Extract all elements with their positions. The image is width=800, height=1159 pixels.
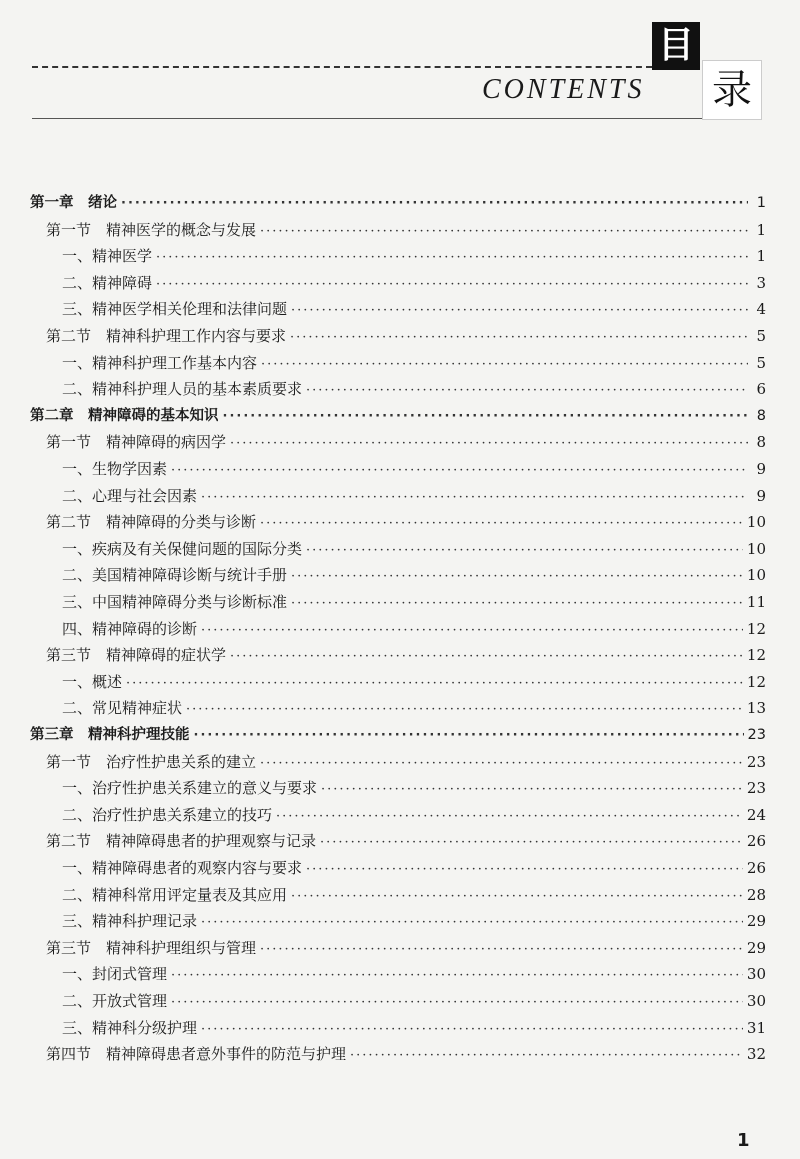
toc-entry-label: 三、精神医学相关伦理和法律问题: [62, 300, 288, 319]
dot-leader: [223, 404, 749, 430]
toc-entry-page: 26: [746, 832, 766, 851]
toc-entry-label: 一、治疗性护患关系建立的意义与要求: [62, 779, 318, 798]
toc-entry-page: 28: [746, 885, 766, 904]
toc-entry-label: 一、概述: [62, 672, 123, 691]
toc-entry-page: 12: [746, 646, 766, 665]
toc-entry[interactable]: [46, 323, 766, 349]
toc-entry-page: 30: [746, 965, 766, 984]
toc-entry-page: 10: [746, 566, 766, 585]
dot-leader: [290, 325, 748, 351]
toc-entry-label: 二、美国精神障碍诊断与统计手册: [62, 566, 288, 585]
toc-entry-page: 9: [756, 460, 766, 478]
toc-entry[interactable]: [62, 296, 766, 322]
dot-leader: [260, 751, 743, 777]
toc-entry-label: 第一节 治疗性护患关系的建立: [46, 752, 257, 771]
toc-entry[interactable]: [30, 722, 766, 748]
toc-entry-label: 二、精神障碍: [62, 273, 153, 292]
toc-entry-label: 第三节 精神障碍的症状学: [46, 646, 227, 665]
toc-entry-label: 一、生物学因素: [62, 460, 168, 478]
toc-entry-page: 1: [756, 195, 766, 211]
toc-entry[interactable]: [62, 536, 766, 562]
dot-leader: [321, 777, 743, 803]
toc-entry-page: 31: [746, 1018, 766, 1037]
toc-entry-page: 30: [746, 992, 766, 1010]
toc-entry[interactable]: [46, 749, 766, 775]
toc-entry[interactable]: [46, 509, 766, 535]
title-char-mu: 目: [652, 22, 700, 70]
toc-entry[interactable]: [62, 775, 766, 801]
dot-leader: [121, 191, 748, 217]
toc-entry[interactable]: [62, 562, 766, 588]
toc-entry[interactable]: [46, 217, 766, 243]
toc-entry-page: 3: [756, 273, 766, 292]
dot-leader: [201, 910, 743, 936]
toc-entry-page: 23: [747, 727, 766, 743]
toc-entry-page: 1: [756, 247, 766, 266]
toc-entry-page: 10: [746, 539, 766, 558]
toc-entry-page: 26: [746, 859, 766, 877]
dot-leader: [156, 272, 748, 298]
dot-leader: [291, 298, 748, 324]
toc-entry-label: 一、封闭式管理: [62, 965, 168, 984]
toc-entry[interactable]: [62, 669, 766, 695]
dot-leader: [276, 804, 743, 830]
toc-entry[interactable]: [62, 988, 766, 1014]
toc-entry[interactable]: [62, 589, 766, 615]
toc-entry[interactable]: [46, 642, 766, 668]
toc-entry[interactable]: [62, 695, 766, 721]
toc-entry[interactable]: [62, 616, 766, 642]
toc-entry[interactable]: [62, 882, 766, 908]
toc-entry-page: 8: [756, 433, 766, 452]
toc-entry[interactable]: [46, 1041, 766, 1067]
toc-entry-label: 二、精神科护理人员的基本素质要求: [62, 380, 303, 399]
toc-entry-label: 二、心理与社会因素: [62, 486, 198, 505]
toc-entry-label: 第三章 精神科护理技能: [30, 727, 190, 743]
dot-leader: [291, 564, 743, 590]
dot-leader: [126, 671, 743, 697]
dot-leader: [230, 644, 743, 670]
toc-entry[interactable]: [62, 802, 766, 828]
dot-leader: [201, 618, 743, 644]
header-dashed-rule: [32, 66, 652, 68]
dot-leader: [201, 1017, 743, 1043]
toc-entry-label: 三、精神科分级护理: [62, 1018, 198, 1037]
dot-leader: [194, 723, 744, 749]
toc-entry-page: 23: [746, 779, 766, 798]
toc-entry-page: 11: [746, 593, 766, 611]
toc-entry-label: 二、常见精神症状: [62, 699, 183, 718]
toc-entry-label: 一、疾病及有关保健问题的国际分类: [62, 539, 303, 558]
toc-entry[interactable]: [62, 483, 766, 509]
toc-entry-page: 13: [746, 699, 766, 718]
toc-entry-page: 10: [746, 513, 766, 532]
toc-entry[interactable]: [46, 935, 766, 961]
toc-entry-label: 第二节 精神科护理工作内容与要求: [46, 327, 287, 345]
dot-leader: [350, 1043, 743, 1069]
dot-leader: [291, 884, 743, 910]
dot-leader: [201, 485, 748, 511]
toc-entry-page: 32: [746, 1045, 766, 1064]
toc-entry[interactable]: [62, 456, 766, 482]
dot-leader: [306, 378, 748, 404]
toc-entry-label: 第一节 精神医学的概念与发展: [46, 220, 257, 239]
toc-entry-label: 二、治疗性护患关系建立的技巧: [62, 805, 273, 824]
toc-entry[interactable]: [62, 243, 766, 269]
toc-entry[interactable]: [30, 190, 766, 216]
dot-leader: [171, 458, 748, 484]
toc-entry-label: 第二节 精神障碍患者的护理观察与记录: [46, 832, 317, 851]
toc-entry-page: 8: [756, 407, 766, 424]
toc-entry-label: 第二章 精神障碍的基本知识: [30, 407, 219, 424]
dot-leader: [320, 830, 743, 856]
toc-entry[interactable]: [62, 908, 766, 934]
toc-entry-label: 第四节 精神障碍患者意外事件的防范与护理: [46, 1045, 347, 1064]
toc-entry-label: 第一节 精神障碍的病因学: [46, 433, 227, 452]
toc-entry-page: 29: [746, 938, 766, 957]
toc-entry[interactable]: [30, 403, 766, 429]
dot-leader: [171, 990, 743, 1016]
dot-leader: [291, 591, 743, 617]
toc-entry[interactable]: [62, 376, 766, 402]
toc-entry[interactable]: [62, 270, 766, 296]
toc-entry-page: 9: [756, 486, 766, 505]
toc-entry-label: 一、精神医学: [62, 247, 153, 266]
dot-leader: [260, 219, 748, 245]
dot-leader: [260, 937, 743, 963]
toc-entry-label: 第一章 绪论: [30, 195, 117, 211]
toc-entry-label: 二、开放式管理: [62, 992, 168, 1010]
dot-leader: [171, 963, 743, 989]
toc-entry-page: 6: [756, 380, 766, 399]
toc-entry[interactable]: [62, 855, 766, 881]
toc-entry-page: 12: [746, 619, 766, 638]
toc-entry[interactable]: [62, 350, 766, 376]
toc-entry-label: 一、精神障碍患者的观察内容与要求: [62, 859, 303, 877]
toc-entry[interactable]: [62, 1015, 766, 1041]
header-bottom-rule: [32, 118, 702, 119]
dot-leader: [186, 697, 743, 723]
toc-entry-label: 二、精神科常用评定量表及其应用: [62, 885, 288, 904]
toc-entry-page: 23: [746, 752, 766, 771]
toc-entry-label: 一、精神科护理工作基本内容: [62, 353, 258, 372]
dot-leader: [260, 511, 743, 537]
toc-entry-page: 4: [756, 300, 766, 319]
dot-leader: [306, 538, 743, 564]
toc-entry-page: 29: [746, 912, 766, 931]
toc-entry[interactable]: [46, 828, 766, 854]
dot-leader: [306, 857, 743, 883]
toc-entry[interactable]: [46, 429, 766, 455]
toc-entry-page: 12: [746, 672, 766, 691]
toc-entry-label: 第三节 精神科护理组织与管理: [46, 938, 257, 957]
toc-entry-label: 第二节 精神障碍的分类与诊断: [46, 513, 257, 532]
title-char-lu: 录: [702, 60, 762, 120]
dot-leader: [230, 431, 748, 457]
dot-leader: [156, 245, 748, 271]
contents-heading: CONTENTS: [482, 74, 645, 105]
toc-entry-page: 1: [756, 220, 766, 239]
toc-entry-page: 5: [756, 353, 766, 372]
toc-entry-label: 三、精神科护理记录: [62, 912, 198, 931]
toc-entry-label: 三、中国精神障碍分类与诊断标准: [62, 593, 288, 611]
toc-entry-page: 5: [756, 327, 766, 345]
toc-entry[interactable]: [62, 961, 766, 987]
page-number: 1: [737, 1130, 750, 1151]
toc-entry-page: 24: [746, 805, 766, 824]
toc-entry-label: 四、精神障碍的诊断: [62, 619, 198, 638]
dot-leader: [261, 352, 748, 378]
